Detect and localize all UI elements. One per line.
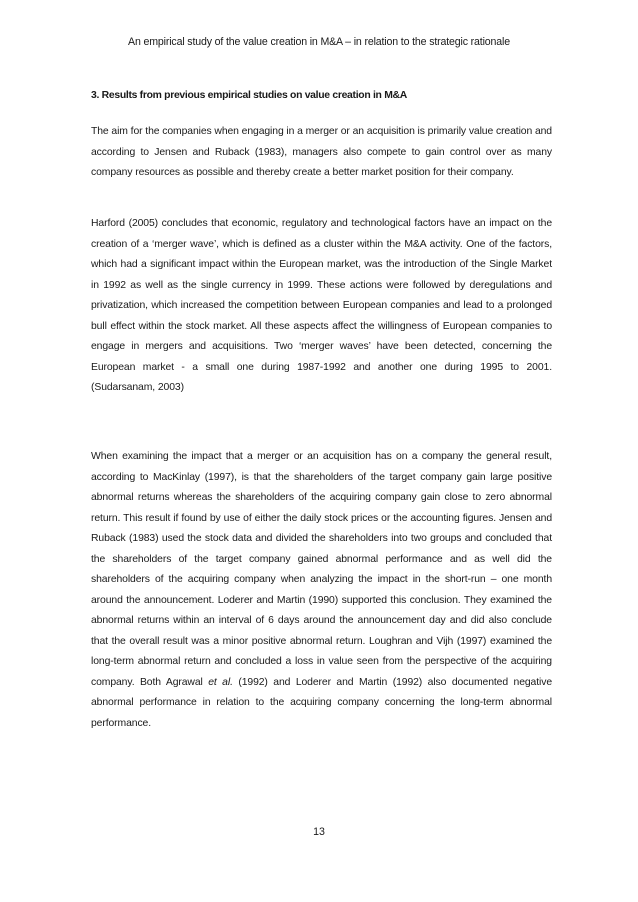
section-heading: 3. Results from previous empirical studies on value creation in M&A [91,90,407,101]
italic-et-al: et al. [208,676,233,688]
running-header: An empirical study of the value creation in M&A – in relation to the strategic rationale [128,36,510,48]
paragraph-value-creation: The aim for the companies when engaging in a merger or an acquisition is primarily value creation and according to Jensen and Ruback (1983), managers also compete to gain control over as many company resources as possible and thereby create a better market position for their company. [91,126,552,178]
page-number: 13 [313,826,325,838]
paragraph-text-part: When examining the impact that a merger or an acquisition has on a company the general result, according to MacKinlay (1997), is that the shareholders of the target company gain large positive abnormal returns whereas the shareholders of the acquiring company gain close to zero abnormal return. This result if found by use of either the daily stock prices or the accounting figures. Jensen and Ruback (1983) used the stock data and divided the shareholders into two groups and concluded that the shareholders of the target company gained abnormal performance and as well did the shareholders of the acquiring company when analyzing the impact in the short-run – one month around the announcement. Loderer and Martin (1990) supported this conclusion. They examined the abnormal returns within an interval of 6 days around the announcement day and did also conclude that the overall result was a minor positive abnormal return. Loughran and Vijh (1997) examined the long-term abnormal return and concluded a loss in value seen from the perspective of the acquiring company. Both Agrawal [91,451,552,688]
paragraph-text-part: (1992) and Loderer and Martin (1992) also documented negative abnormal performance in relation to the acquiring company concerning the long-term abnormal performance. [91,676,552,729]
paragraph-abnormal-returns [91,447,552,734]
paragraph-merger-wave: Harford (2005) concludes that economic, regulatory and technological factors have an impact on the creation of a ‘merger wave’, which is defined as a cluster within the M&A activity. One of the factors, which had a significant impact within the European market, was the introduction of the Single Market in 1992 as well as the single currency in 1999. These actions were followed by deregulations and privatization, which increased the competition between European companies and lead to a prolonged bull effect within the stock market. All these aspects affect the willingness of European companies to engage in mergers and acquisitions. Two ‘merger waves’ have been detected, concerning the European market - a small one during 1987-1992 and another one during 1995 to 2001. (Sudarsanam, 2003) [91,218,552,393]
